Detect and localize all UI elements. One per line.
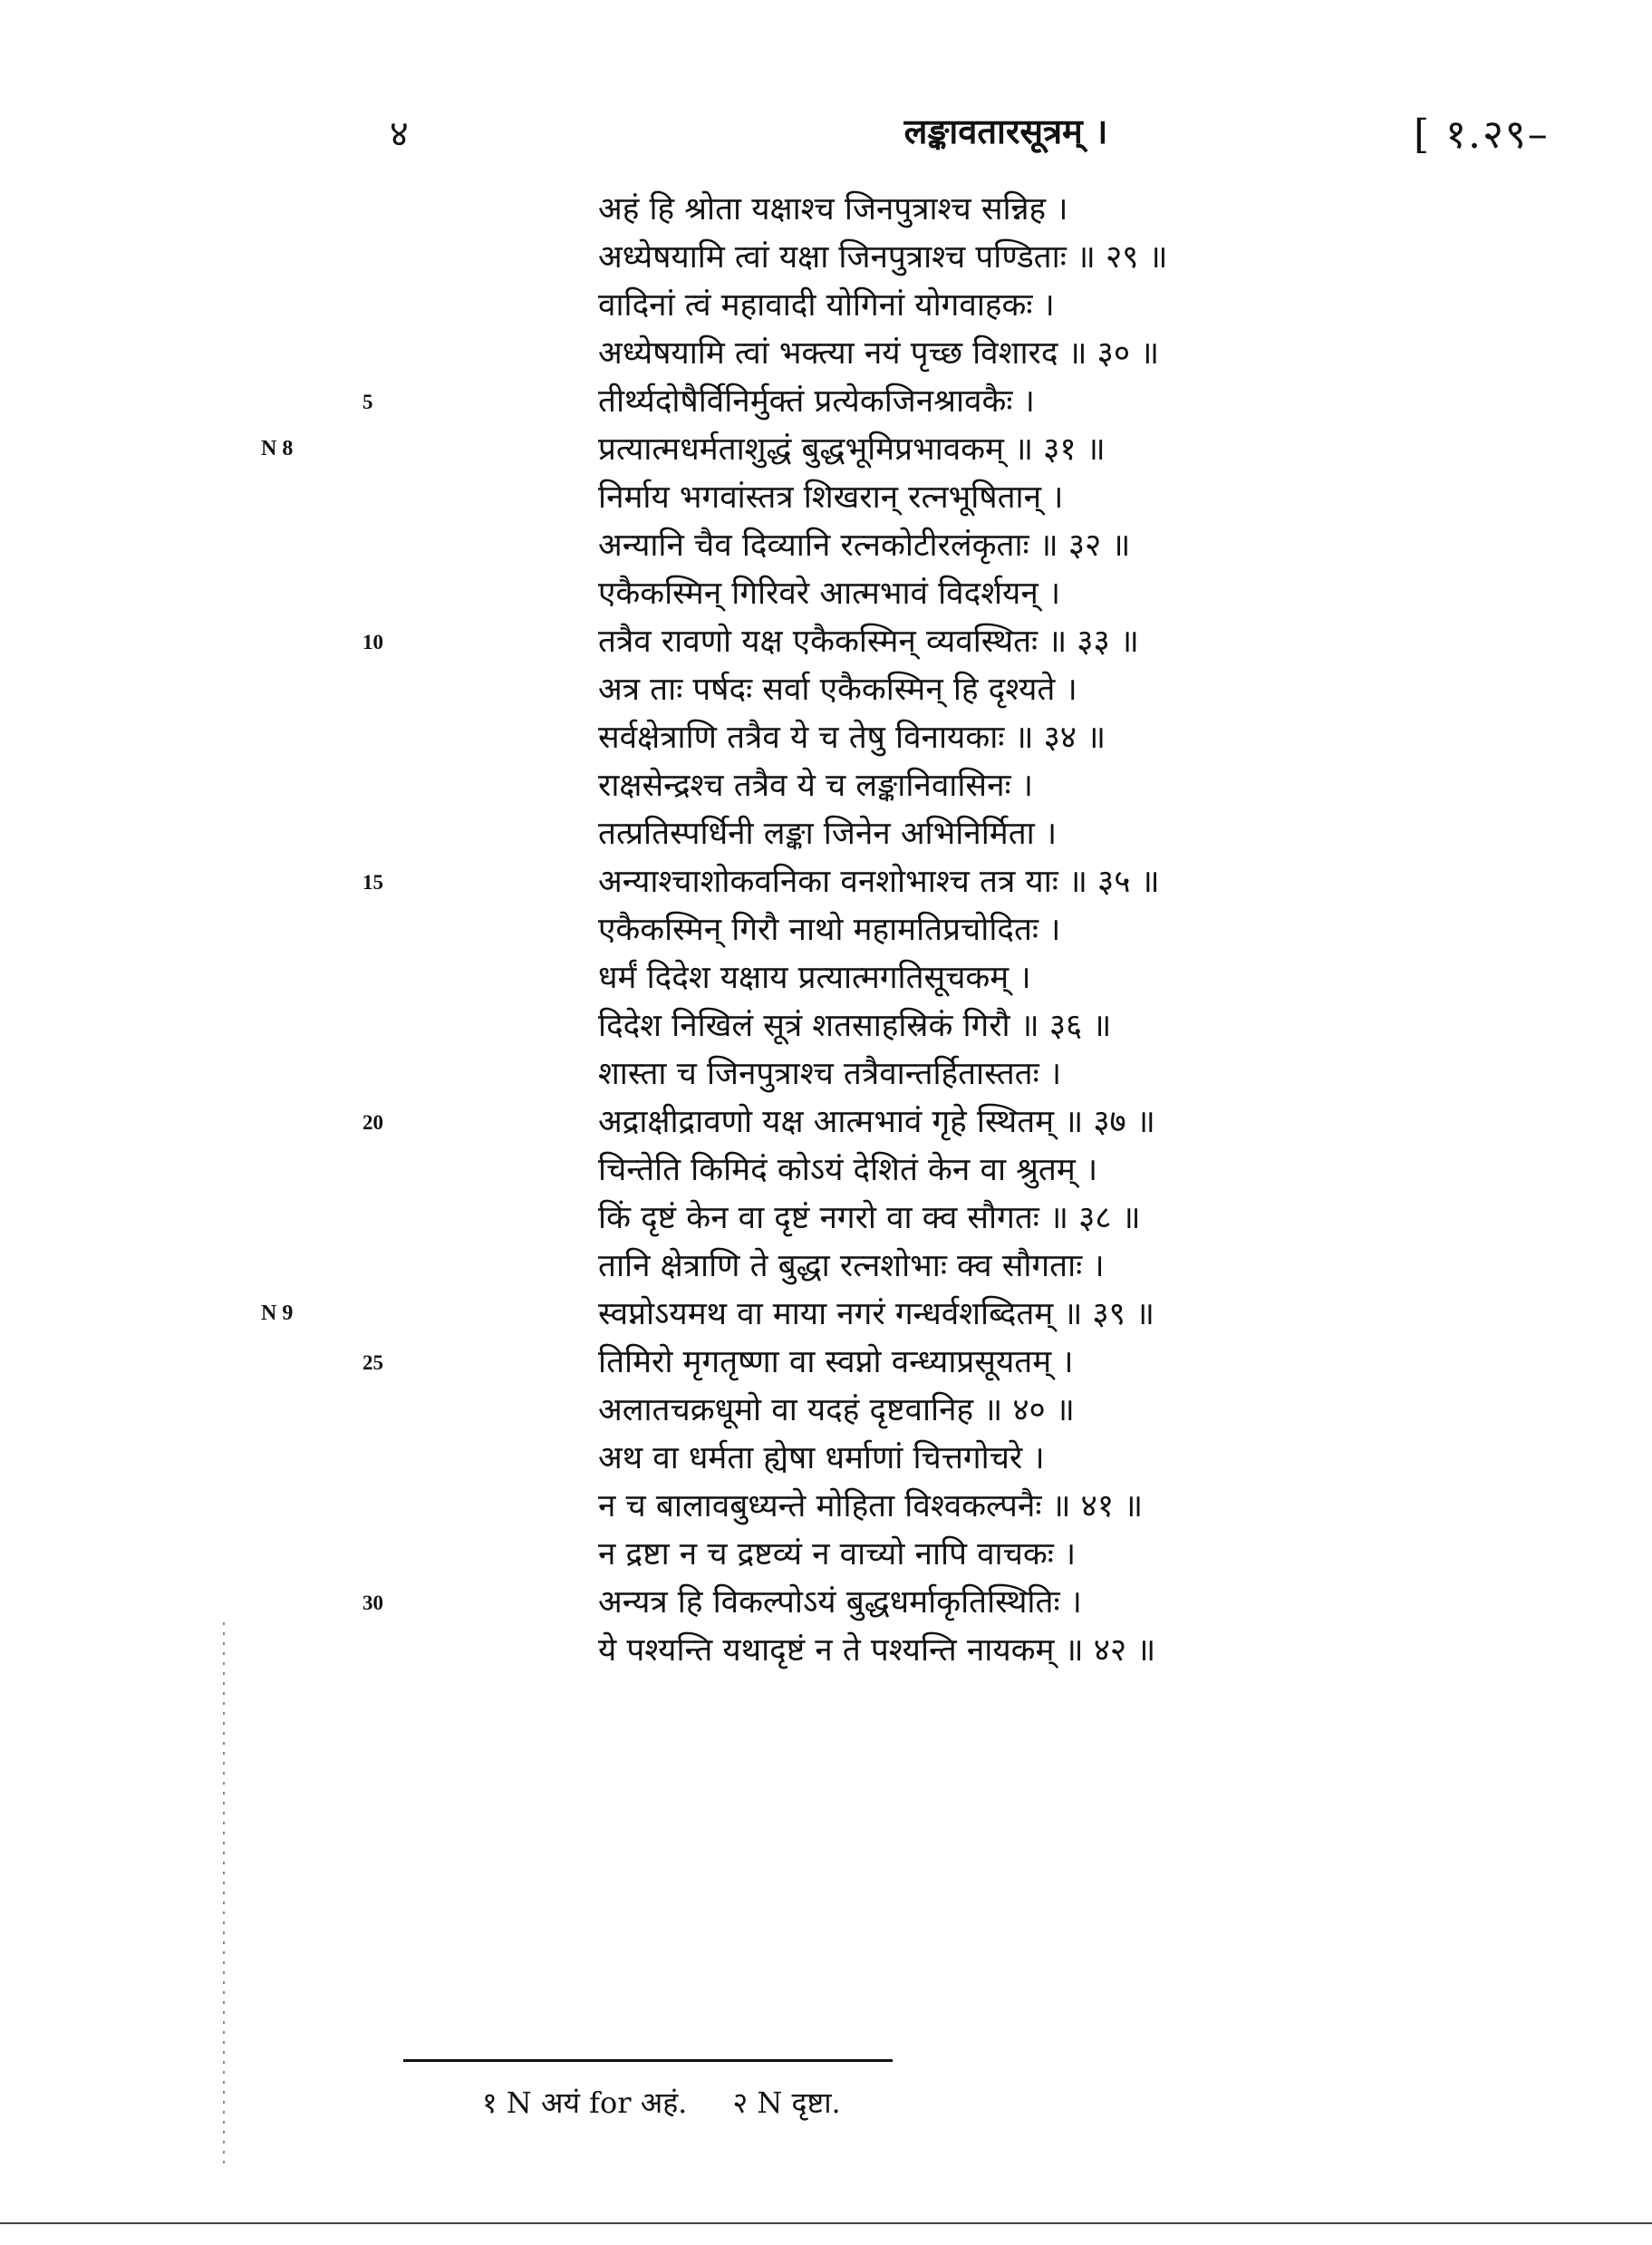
- line-number: 10: [362, 631, 383, 653]
- verse-line: अन्यानि चैव दिव्यानि रत्नकोटीरलंकृताः ॥ ३२ ॥: [598, 527, 1131, 564]
- line-number: 20: [362, 1111, 383, 1134]
- verse-line: न च बालावबुध्यन्ते मोहिता विश्वकल्पनैः ॥ ४१ ॥: [598, 1488, 1144, 1524]
- verse-line: अध्येषयामि त्वां भक्त्या नयं पृच्छ विशारद ॥ ३० ॥: [598, 335, 1160, 372]
- scan-artifact: [223, 1622, 225, 2166]
- verse-line: न द्रष्टा न च द्रष्टव्यं न वाच्यो नापि वाचकः ।: [598, 1536, 1077, 1572]
- verse-line: धर्मं दिदेश यक्षाय प्रत्यात्मगतिसूचकम् ।: [598, 960, 1031, 996]
- verse-line: शास्ता च जिनपुत्राश्च तत्रैवान्तर्हितास्ततः ।: [598, 1056, 1062, 1092]
- verse-line: एकैकस्मिन् गिरिवरे आत्मभावं विदर्शयन् ।: [598, 576, 1061, 612]
- verse-reference: [ १.२९–: [1414, 111, 1550, 158]
- running-title: लङ्कावतारसूत्रम् ।: [903, 111, 1108, 151]
- page-number: ४: [390, 113, 409, 155]
- line-number: 30: [362, 1592, 383, 1614]
- manuscript-mark: N 9: [261, 1302, 294, 1325]
- verse-line: अलातचक्रधूमो वा यदहं दृष्टवानिह ॥ ४० ॥: [598, 1392, 1075, 1428]
- footnote-rule: [403, 2059, 893, 2062]
- footnotes: [482, 2083, 841, 2122]
- verse-line: अत्र ताः पर्षदः सर्वा एकैकस्मिन् हि दृश्यते ।: [598, 672, 1077, 708]
- verse-line: किं दृष्टं केन वा दृष्टं नगरो वा क्व सौगतः ॥ ३८ ॥: [598, 1200, 1141, 1236]
- verse-line: अध्येषयामि त्वां यक्षा जिनपुत्राश्च पण्डिताः ॥ २९ ॥: [598, 239, 1168, 276]
- verse-line: वादिनां त्वं महावादी योगिनां योगवाहकः ।: [598, 287, 1055, 324]
- verse-line: ये पश्यन्ति यथादृष्टं न ते पश्यन्ति नायकम् ॥ ४२ ॥: [598, 1632, 1156, 1669]
- verse-line: एकैकस्मिन् गिरौ नाथो महामतिप्रचोदितः ।: [598, 912, 1061, 948]
- verse-line: निर्माय भगवांस्तत्र शिखरान् रत्नभूषितान् ।: [598, 479, 1064, 516]
- verse-line: तिमिरो मृगतृष्णा वा स्वप्नो वन्ध्याप्रसूयतम् ।: [598, 1344, 1074, 1380]
- line-number: 5: [362, 391, 373, 413]
- verse-line: तत्प्रतिस्पर्धिनी लङ्का जिनेन अभिनिर्मिता ।: [598, 816, 1058, 852]
- verse-line: दिदेश निखिलं सूत्रं शतसाहस्रिकं गिरौ ॥ ३६ ॥: [598, 1008, 1112, 1044]
- manuscript-mark: N 8: [261, 437, 294, 460]
- verse-line: चिन्तेति किमिदं कोऽयं देशितं केन वा श्रुतम् ।: [598, 1152, 1098, 1188]
- verse-line: तीर्थ्यदोषैर्विनिर्मुक्तं प्रत्येकजिनश्रावकैः ।: [598, 383, 1035, 420]
- line-number: 25: [362, 1351, 383, 1374]
- verse-line: प्रत्यात्मधर्मताशुद्धं बुद्धभूमिप्रभावकम् ॥ ३१ ॥: [598, 431, 1106, 468]
- verse-line: अथ वा धर्मता ह्येषा धर्माणां चित्तगोचरे ।: [598, 1440, 1045, 1476]
- verse-line: अन्यत्र हि विकल्पोऽयं बुद्धधर्माकृतिस्थितिः ।: [598, 1584, 1082, 1621]
- verse-line: तानि क्षेत्राणि ते बुद्धा रत्नशोभाः क्व सौगताः ।: [598, 1248, 1105, 1284]
- verse-line: अहं हि श्रोता यक्षाश्च जिनपुत्राश्च सन्निह ।: [598, 191, 1068, 227]
- verse-line: स्वप्नोऽयमथ वा माया नगरं गन्धर्वशब्दितम् ॥ ३९ ॥: [598, 1296, 1154, 1332]
- verse-line: सर्वक्षेत्राणि तत्रैव ये च तेषु विनायकाः ॥ ३४ ॥: [598, 720, 1106, 756]
- footnote-2: २ N दृष्टा.: [732, 2085, 841, 2120]
- verse-line: राक्षसेन्द्रश्च तत्रैव ये च लङ्कानिवासिनः ।: [598, 768, 1033, 804]
- verse-line: अन्याश्चाशोकवनिका वनशोभाश्च तत्र याः ॥ ३५ ॥: [598, 864, 1160, 900]
- bottom-rule: [0, 2222, 1652, 2224]
- verse-line: अद्राक्षीद्रावणो यक्ष आत्मभावं गृहे स्थितम् ॥ ३७ ॥: [598, 1104, 1155, 1140]
- line-number: 15: [362, 871, 383, 894]
- verse-block: [598, 186, 1640, 1675]
- footnote-1: १ N अयं for अहं.: [482, 2085, 688, 2120]
- verse-line: तत्रैव रावणो यक्ष एकैकस्मिन् व्यवस्थितः ॥ ३३ ॥: [598, 624, 1139, 660]
